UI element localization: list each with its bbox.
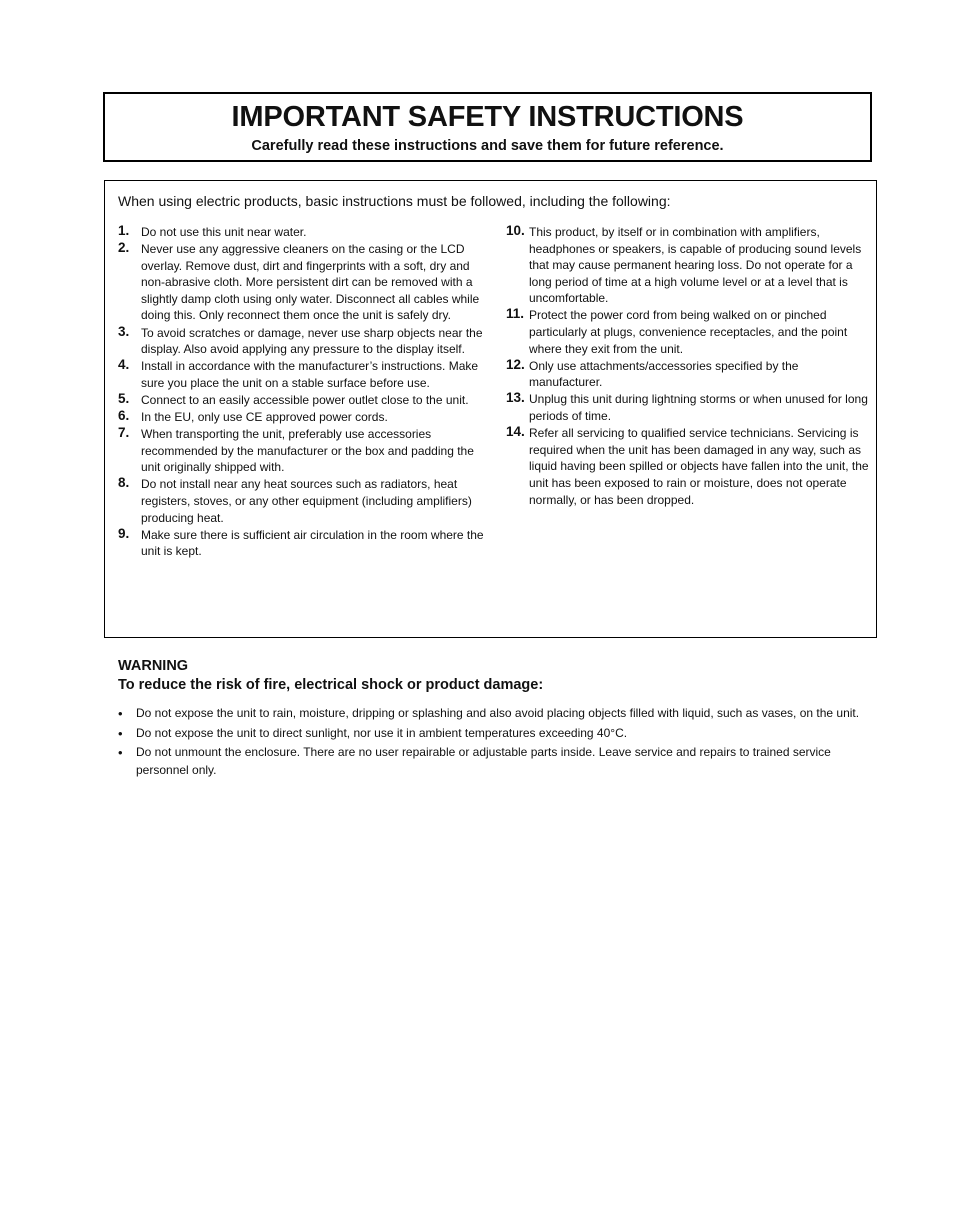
- warning-text: Do not expose the unit to rain, moisture, dripping or splashing and also avoid placing objects filled with liquid, such as vases, on the unit.: [136, 706, 860, 720]
- warning-item: [118, 705, 878, 723]
- instruction-text: Never use any aggressive cleaners on the casing or the LCD overlay. Remove dust, dirt and fingerprints with a soft, dry and non-abrasive cloth. More persistent dirt can be removed with a slightly damp cloth using only water. Disconnect all cables while doing this. Only reconnect them once the unit is safely dry.: [141, 242, 480, 323]
- bullet-icon: •: [118, 725, 123, 741]
- instruction-text: Connect to an easily accessible power outlet close to the unit.: [141, 392, 469, 407]
- instruction-number: 8.: [118, 475, 130, 491]
- warning-item: [118, 744, 878, 779]
- instruction-item-11: [506, 307, 874, 357]
- instruction-item-8: [118, 476, 486, 526]
- instruction-number: 7.: [118, 425, 130, 441]
- instruction-item-13: [506, 391, 874, 424]
- title-box: [103, 92, 872, 162]
- instruction-text: Protect the power cord from being walked on or pinched particularly at plugs, convenience receptacles, and the point where they exit from the unit.: [529, 308, 848, 356]
- intro-text: When using electric products, basic instructions must be followed, including the following:: [118, 193, 671, 209]
- instruction-item-5: [118, 392, 486, 409]
- instruction-item-7: [118, 426, 486, 476]
- instruction-text: Refer all servicing to qualified service technicians. Servicing is required when the unit has been damaged in any way, such as liquid having been spilled or objects have fallen into the unit, the unit has been exposed to rain or moisture, does not operate normally, or has been dropped.: [529, 426, 869, 507]
- instructions-box: [104, 180, 877, 638]
- warning-list: [118, 705, 878, 779]
- instruction-text: When transporting the unit, preferably use accessories recommended by the manufacturer or the box and padding the unit originally shipped with.: [141, 427, 474, 475]
- instruction-item-2: [118, 241, 486, 324]
- instruction-text: Do not install near any heat sources such as radiators, heat registers, stoves, or any other equipment (including amplifiers) producing heat.: [141, 477, 472, 525]
- bullet-icon: •: [118, 706, 123, 721]
- instruction-number: 10.: [506, 223, 525, 238]
- instruction-text: Install in accordance with the manufacturer’s instructions. Make sure you place the unit on a stable surface before use.: [141, 359, 479, 390]
- instruction-number: 4.: [118, 357, 130, 373]
- instructions-column-left: [118, 224, 486, 560]
- bullet-icon: •: [118, 745, 123, 760]
- warning-item: [118, 725, 878, 743]
- page-subtitle: Carefully read these instructions and save them for future reference.: [251, 138, 724, 154]
- instruction-item-4: [118, 358, 486, 391]
- instruction-text: Only use attachments/accessories specified by the manufacturer.: [529, 358, 799, 390]
- instruction-text: This product, by itself or in combination with amplifiers, headphones or speakers, is capable of producing sound levels that may cause permanent hearing loss. Do not operate for a long period of time at a high volume level or at a level that is uncomfortable.: [529, 225, 862, 306]
- warning-title: WARNING: [118, 658, 189, 674]
- page-title: IMPORTANT SAFETY INSTRUCTIONS: [231, 101, 744, 133]
- instruction-item-9: [118, 527, 486, 560]
- instruction-text: Unplug this unit during lightning storms or when unused for long periods of time.: [529, 392, 868, 424]
- instruction-number: 14.: [506, 424, 525, 440]
- instruction-number: 11.: [506, 306, 525, 322]
- instruction-text: Do not use this unit near water.: [141, 225, 307, 239]
- instruction-number: 12.: [506, 356, 525, 372]
- instruction-item-1: [118, 224, 486, 241]
- instruction-item-12: [506, 358, 874, 391]
- warning-text: Do not expose the unit to direct sunlight, nor use it in ambient temperatures exceeding 40°C.: [136, 725, 628, 740]
- instruction-item-6: [118, 409, 486, 426]
- instruction-number: 2.: [118, 240, 130, 256]
- instructions-column-right: [506, 224, 874, 509]
- instruction-number: 9.: [118, 525, 130, 541]
- instruction-item-10: [506, 224, 874, 307]
- instruction-number: 5.: [118, 390, 130, 406]
- instruction-number: 6.: [118, 408, 130, 424]
- warning-section: [118, 657, 878, 781]
- instruction-text: To avoid scratches or damage, never use sharp objects near the display. Also avoid applying any pressure to the display itself.: [141, 325, 483, 357]
- warning-text: Do not unmount the enclosure. There are no user repairable or adjustable parts inside. Leave service and repairs to trained service personnel only.: [136, 745, 831, 777]
- warning-subtitle: To reduce the risk of fire, electrical shock or product damage:: [118, 677, 544, 693]
- instruction-text: Make sure there is sufficient air circulation in the room where the unit is kept.: [141, 527, 484, 559]
- instruction-item-3: [118, 325, 486, 358]
- instruction-number: 1.: [118, 223, 130, 238]
- instruction-number: 3.: [118, 323, 130, 339]
- instruction-text: In the EU, only use CE approved power cords.: [141, 410, 388, 425]
- instruction-item-14: [506, 425, 874, 508]
- instruction-number: 13.: [506, 390, 525, 406]
